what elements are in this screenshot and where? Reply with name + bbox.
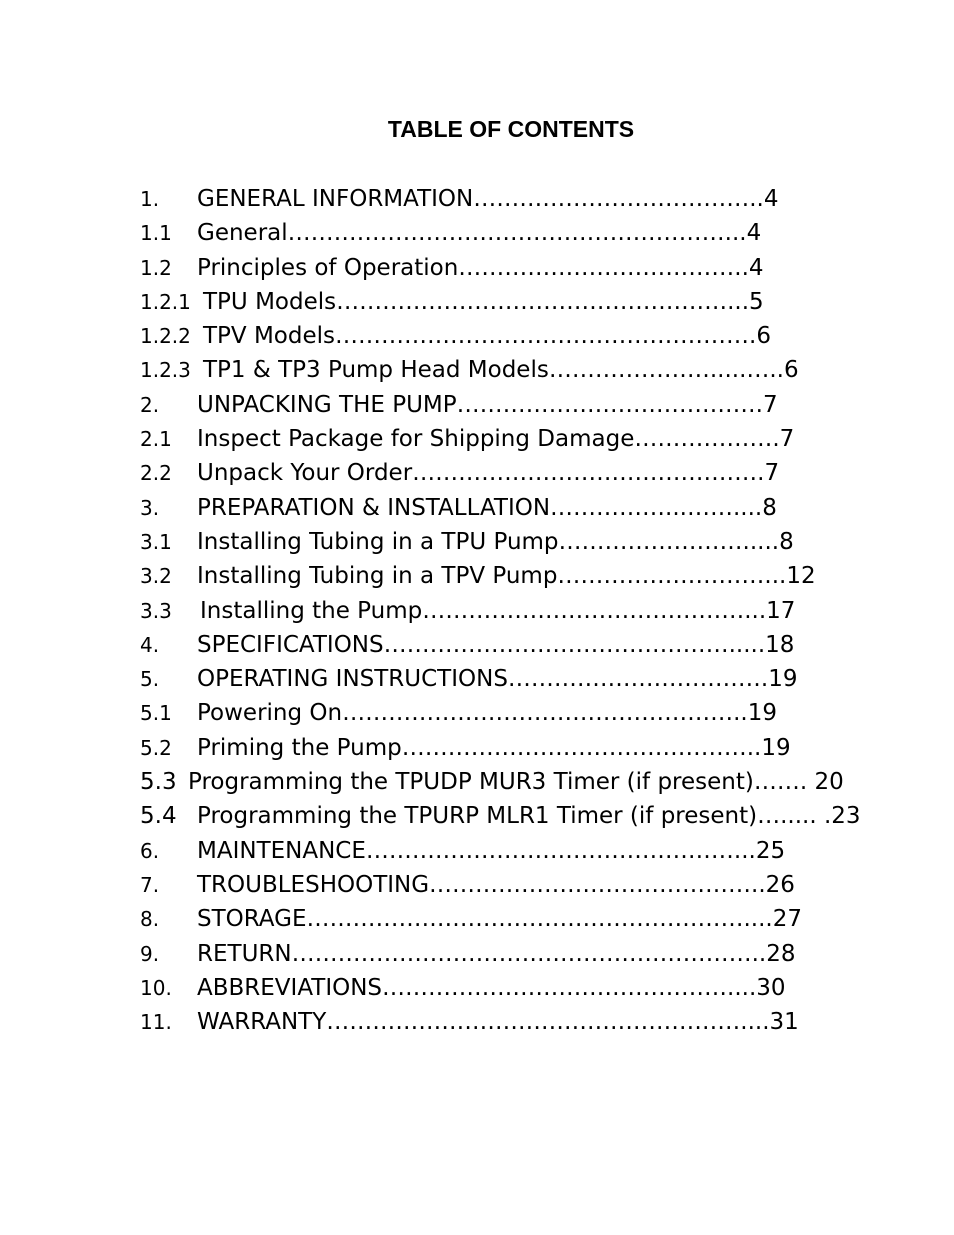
toc-entry-title: Programming the TPUDP MUR3 Timer (if present)……. 20: [188, 769, 844, 796]
toc-entry[interactable]: [140, 251, 900, 285]
toc-entry-number: 1.: [140, 187, 160, 211]
toc-entry-title: Priming the Pump………………………………………..19: [197, 734, 791, 761]
toc-entry[interactable]: [140, 662, 900, 696]
toc-entry-number: 7.: [140, 872, 160, 897]
toc-entry[interactable]: [140, 594, 900, 628]
toc-entry-number: 9.: [140, 941, 160, 966]
toc-entry-title: OPERATING INSTRUCTIONS…………………………….19: [197, 666, 798, 693]
toc-entry-number: 1.2.2: [140, 324, 191, 349]
toc-entry[interactable]: [140, 422, 900, 456]
toc-entry-number: 5.4: [140, 803, 177, 830]
toc-entry[interactable]: [140, 559, 900, 593]
page-title: TABLE OF CONTENTS: [387, 116, 635, 142]
toc-entry[interactable]: [140, 731, 900, 765]
toc-entry-title: SPECIFICATIONS……………………………………….....18: [197, 631, 795, 658]
toc-entry-title: TPU Models……………………………………………...5: [203, 288, 764, 315]
toc-entry-title: RETURN……………………………………………………..28: [197, 940, 796, 967]
toc-entry-title: TROUBLESHOOTING……………………………………..26: [197, 871, 795, 898]
toc-entry-title: WARRANTY………………………………………………....31: [197, 1009, 799, 1036]
toc-entry-title: TP1 & TP3 Pump Head Models………………….....…..6: [203, 357, 799, 384]
toc-entry-title: Programming the TPURP MLR1 Timer (if present)…..... .23: [197, 803, 861, 830]
toc-entry-title: PREPARATION & INSTALLATION……………...……....8: [197, 494, 777, 521]
toc-entry-number: 5.2: [140, 735, 172, 760]
toc-entry-title: TPV Models……………………………………………….6: [203, 323, 771, 350]
toc-entry-number: 5.: [140, 667, 160, 692]
toc-entry[interactable]: [140, 319, 900, 353]
toc-entry-title: Installing Tubing in a TPV Pump………………………...12: [197, 563, 816, 590]
toc-entry-number: 11.: [140, 1010, 172, 1035]
table-of-contents: [140, 182, 900, 1039]
toc-entry-title: GENERAL INFORMATION………………………………..4: [197, 186, 779, 212]
toc-entry[interactable]: [140, 525, 900, 559]
toc-entry-number: 1.2.1: [140, 289, 191, 314]
toc-entry-title: Installing the Pump……………………………………...17: [200, 597, 796, 624]
toc-entry[interactable]: [140, 456, 900, 490]
toc-entry-number: 10.: [140, 975, 172, 1000]
toc-entry-number: 2.: [140, 392, 160, 417]
toc-entry[interactable]: [140, 799, 900, 833]
toc-entry[interactable]: [140, 868, 900, 902]
toc-entry[interactable]: [140, 902, 900, 936]
toc-entry-number: 1.2: [140, 255, 172, 280]
toc-entry-title: General…………………………………………………...4: [197, 220, 762, 247]
toc-entry-number: 5.3: [140, 769, 177, 796]
toc-entry-number: 3.1: [140, 529, 172, 554]
toc-entry-title: Inspect Package for Shipping Damage……………….7: [197, 426, 795, 453]
toc-entry-number: 4.: [140, 632, 160, 657]
toc-entry-title: STORAGE…………………………………………………....27: [197, 906, 802, 933]
toc-entry-number: 2.2: [140, 461, 172, 486]
toc-entry[interactable]: [140, 216, 900, 250]
toc-entry-title: MAINTENANCE…………………………………………...25: [197, 837, 786, 864]
toc-entry[interactable]: [140, 1005, 900, 1039]
toc-entry-number: 6.: [140, 838, 160, 863]
toc-entry[interactable]: [140, 182, 900, 216]
toc-entry-title: Principles of Operation………………………………..4: [197, 254, 764, 281]
toc-entry[interactable]: [140, 834, 900, 868]
toc-entry-number: 3.2: [140, 564, 172, 589]
toc-entry[interactable]: [140, 388, 900, 422]
toc-entry[interactable]: [140, 937, 900, 971]
toc-entry[interactable]: [140, 765, 900, 799]
toc-entry-title: ABBREVIATIONS………………………………………....30: [197, 974, 786, 1001]
toc-entry[interactable]: [140, 353, 900, 387]
toc-entry-title: Powering On……………………………………………..19: [197, 700, 777, 727]
toc-entry-title: Unpack Your Order……………………………………….7: [197, 460, 780, 487]
toc-entry[interactable]: [140, 628, 900, 662]
toc-entry[interactable]: [140, 285, 900, 319]
toc-entry-number: 3.3: [140, 598, 172, 623]
toc-entry-number: 5.1: [140, 701, 172, 726]
toc-entry-number: 1.2.3: [140, 358, 191, 383]
toc-entry[interactable]: [140, 696, 900, 730]
toc-entry-title: Installing Tubing in a TPU Pump…………………….....8: [197, 528, 794, 555]
toc-entry-number: 8.: [140, 907, 160, 932]
toc-entry-title: UNPACKING THE PUMP………………………………….7: [197, 391, 778, 418]
toc-entry-number: 3.: [140, 495, 160, 520]
toc-entry-number: 2.1: [140, 427, 172, 452]
toc-entry[interactable]: [140, 491, 900, 525]
toc-entry[interactable]: [140, 971, 900, 1005]
toc-entry-number: 1.1: [140, 221, 172, 246]
